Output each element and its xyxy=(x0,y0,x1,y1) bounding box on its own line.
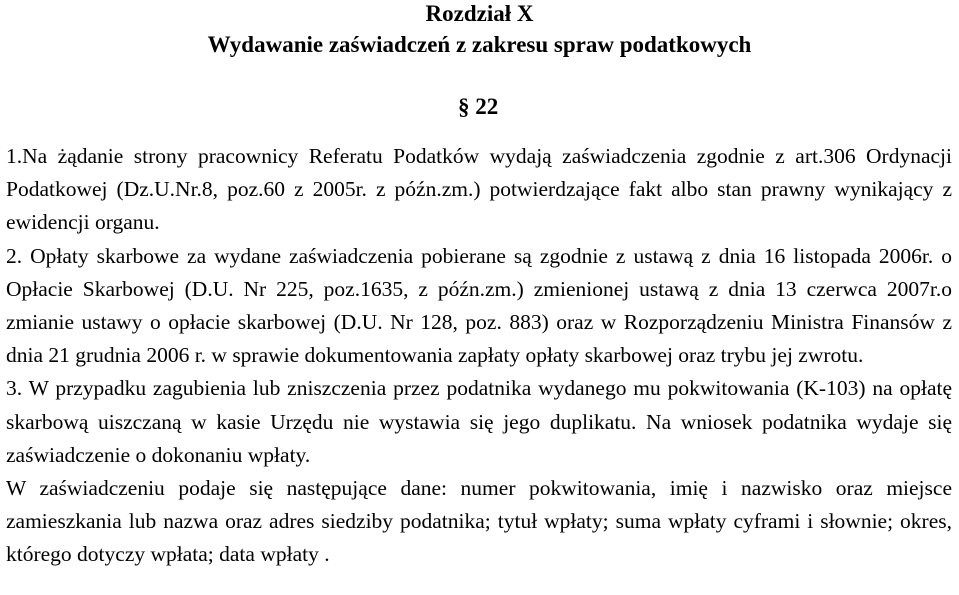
chapter-title: Wydawanie zaświadczeń z zakresu spraw podatkowych xyxy=(207,32,752,57)
chapter-number: Rozdział X xyxy=(425,1,534,26)
document-body xyxy=(6,140,952,572)
section-number: § 22 xyxy=(458,94,499,119)
paragraph-1: 1.Na żądanie strony pracownicy Referatu Podatków wydają zaświadczenia zgodnie z art.306 Ordynacji Podatkowej (Dz.U.Nr.8, poz.60 z 2005r. z późn.zm.) potwierdzające fakt albo stan prawny wynikający z ewidencji organu. xyxy=(6,144,952,235)
paragraph-3: 3. W przypadku zagubienia lub zniszczenia przez podatnika wydanego mu pokwitowania (K-103) na opłatę skarbową uiszczaną w kasie Urzędu nie wystawia się jego duplikatu. Na wniosek podatnika wydaje się zaświadczenie o dokonaniu wpłaty. xyxy=(6,376,952,467)
paragraph-4: W zaświadczeniu podaje się następujące dane: numer pokwitowania, imię i nazwisko oraz miejsce zamieszkania lub nazwa oraz adres siedziby podatnika; tytuł wpłaty; suma wpłaty cyframi i słownie; okres, którego dotyczy wpłata; data wpłaty . xyxy=(6,476,952,567)
paragraph-2: 2. Opłaty skarbowe za wydane zaświadczenia pobierane są zgodnie z ustawą z dnia 16 listopada 2006r. o Opłacie Skarbowej (D.U. Nr 225, poz.1635, z późn.zm.) zmienionej ustawą z dnia 13 czerwca 2007r.o zmianie ustawy o opłacie skarbowej (D.U. Nr 128, poz. 883) oraz w Rozporządzeniu Ministra Finansów z dnia 21 grudnia 2006 r. w sprawie dokumentowania zapłaty opłaty skarbowej oraz trybu jej zwrotu. xyxy=(6,243,952,368)
